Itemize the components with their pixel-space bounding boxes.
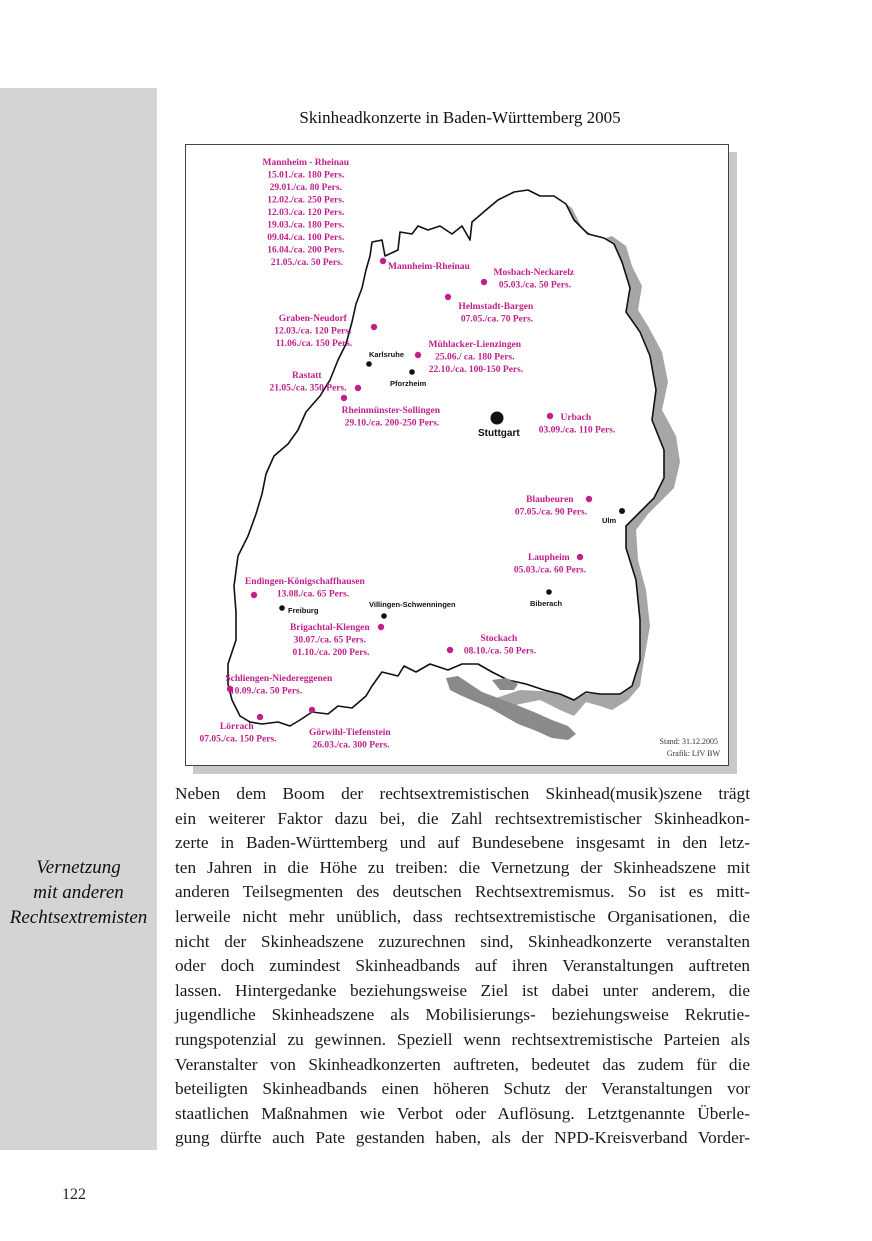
concert-label-schliengen: Schliengen-Niedereggenen 10.09./ca. 50 Pers. <box>225 674 333 697</box>
page-number: 122 <box>62 1186 86 1203</box>
concert-label-urbach: Urbach 03.09./ca. 110 Pers. <box>538 413 616 436</box>
margin-note-line: Vernetzung <box>36 857 121 878</box>
concert-marker-stockach <box>447 647 453 653</box>
city-marker-karlsruhe <box>366 361 372 367</box>
concert-marker-rastatt <box>355 385 361 391</box>
body-line: jugendliche Skinheadszene als Mobilisierungs- beziehungsweise Rekrutie- <box>175 1005 750 1025</box>
concert-marker-mosbach <box>481 279 487 285</box>
concert-label-mannheim-marker: Mannheim-Rheinau <box>388 262 470 272</box>
concert-label-laupheim: Laupheim 05.03./ca. 60 Pers. <box>513 553 587 576</box>
body-line: Veranstalter von Skinheadkonzerten auftreten, bedeutet das zudem für die <box>175 1054 750 1074</box>
concert-marker-mannheim <box>380 258 386 264</box>
city-marker-pforzheim <box>409 369 415 375</box>
body-line: gung dürfte auch Pate gestanden haben, als der NPD-Kreisverband Vorder- <box>175 1128 750 1148</box>
body-line: ten Jahren in die Höhe zu treiben: die Vernetzung der Skinheadszene mit <box>175 857 750 877</box>
city-label-freiburg: Freiburg <box>288 606 319 615</box>
city-marker-stuttgart <box>491 412 504 425</box>
body-line: oder doch zumindest Skinheadbands auf ihren Veranstaltungen auftreten <box>175 956 750 976</box>
concert-label-mosbach: Mosbach-Neckarelz 05.03./ca. 50 Pers. <box>493 268 575 291</box>
body-paragraph <box>175 782 750 1151</box>
concert-label-graben: Graben-Neudorf 12.03./ca. 120 Pers. 11.06./ca. 150 Pers. <box>274 314 353 349</box>
body-line: anderen Teilsegmenten des deutschen Rechtsextremismus. So ist es mitt- <box>175 882 750 902</box>
concert-label-rheinmuenster: Rheinmünster-Sollingen 29.10./ca. 200-250 Pers. <box>341 406 440 429</box>
concert-marker-loerrach <box>257 714 263 720</box>
city-marker-ulm <box>619 508 625 514</box>
city-marker-freiburg <box>279 605 285 611</box>
body-line: beteiligten Skinheadbands einen höheren Schutz der Veranstaltungen vor <box>175 1079 750 1099</box>
body-line: zerte in Baden-Württemberg und auf Bundesebene insgesamt in den letz- <box>175 833 750 853</box>
concert-marker-blaubeuren <box>586 496 592 502</box>
body-line: nicht der Skinheadszene zuzurechnen sind, Skinheadkonzerte veranstalten <box>175 931 750 951</box>
concert-label-mannheim-list: Mannheim - Rheinau 15.01./ca. 180 Pers. 29.01./ca. 80 Pers. 12.02./ca. 250 Pers. 12.03./ca. 120 Pers. 19.03./ca. 180 Pers. 09.04./ca. 100 Pers. 16.04./ca. 200 Pers. 21.05./ca. 50 Pers. <box>262 158 350 268</box>
body-line: staatlichen Maßnahmen wie Verbot oder Auflösung. Letztgenannte Überle- <box>175 1103 750 1123</box>
concert-label-helmstadt: Helmstadt-Bargen 07.05./ca. 70 Pers. <box>458 302 534 325</box>
concert-label-loerrach: Lörrach 07.05./ca. 150 Pers. <box>199 722 277 745</box>
margin-note-line: mit anderen <box>33 882 124 903</box>
figure-credit: Stand: 31.12.2005 Grafik: LfV BW <box>659 737 720 758</box>
body-line: Neben dem Boom der rechtsextremistischen Skinhead(musik)szene trägt <box>175 784 750 803</box>
concert-marker-graben <box>371 324 377 330</box>
margin-note-line: Rechtsextremisten <box>9 907 148 928</box>
city-label-biberach: Biberach <box>530 599 563 608</box>
city-label-stuttgart: Stuttgart <box>478 428 520 439</box>
concert-label-goerwihl: Görwihl-Tiefenstein 26.03./ca. 300 Pers. <box>308 728 391 751</box>
figure-title: Skinheadkonzerte in Baden-Württemberg 2005 <box>299 108 621 127</box>
concert-marker-laupheim <box>577 554 583 560</box>
concert-label-stockach: Stockach 08.10./ca. 50 Pers. <box>463 634 537 657</box>
concert-marker-urbach <box>547 413 553 419</box>
body-line: lerweile nicht mehr unüblich, dass rechtsextremistische Organisationen, die <box>175 906 750 926</box>
concert-label-muehlacker: Mühlacker-Lienzingen 25.06./ ca. 180 Pers. 22.10./ca. 100-150 Pers. <box>428 340 524 375</box>
city-label-pforzheim: Pforzheim <box>390 379 427 388</box>
concert-marker-rheinmuenster <box>341 395 347 401</box>
concert-marker-endingen <box>251 592 257 598</box>
concert-label-blaubeuren: Blaubeuren 07.05./ca. 90 Pers. <box>514 495 588 518</box>
body-line: rungspotenzial zu gewinnen. Speziell wenn rechtsextremistische Parteien als <box>175 1029 750 1049</box>
body-line: ein weiterer Faktor dazu bei, die Zahl rechtsextremistischer Skinheadkon- <box>175 808 750 828</box>
concert-marker-brigachtal <box>378 624 384 630</box>
concert-marker-goerwihl <box>309 707 315 713</box>
city-label-karlsruhe: Karlsruhe <box>369 350 405 359</box>
city-marker-villingen <box>381 613 387 619</box>
concert-label-endingen: Endingen-Königschaffhausen 13.08./ca. 65 Pers. <box>244 577 365 600</box>
city-marker-biberach <box>546 589 552 595</box>
concert-marker-muehlacker <box>415 352 421 358</box>
concert-marker-helmstadt <box>445 294 451 300</box>
concert-label-rastatt: Rastatt 21.05./ca. 350 Pers. <box>269 371 347 394</box>
body-line: lassen. Hintergedanke beziehungsweise Ziel ist dabei unter anderem, die <box>175 980 750 1000</box>
concert-label-brigachtal: Brigachtal-Klengen 30.07./ca. 65 Pers. 01.10./ca. 200 Pers. <box>289 623 370 658</box>
city-label-ulm: Ulm <box>602 516 617 525</box>
city-label-villingen: Villingen-Schwenningen <box>369 600 456 609</box>
